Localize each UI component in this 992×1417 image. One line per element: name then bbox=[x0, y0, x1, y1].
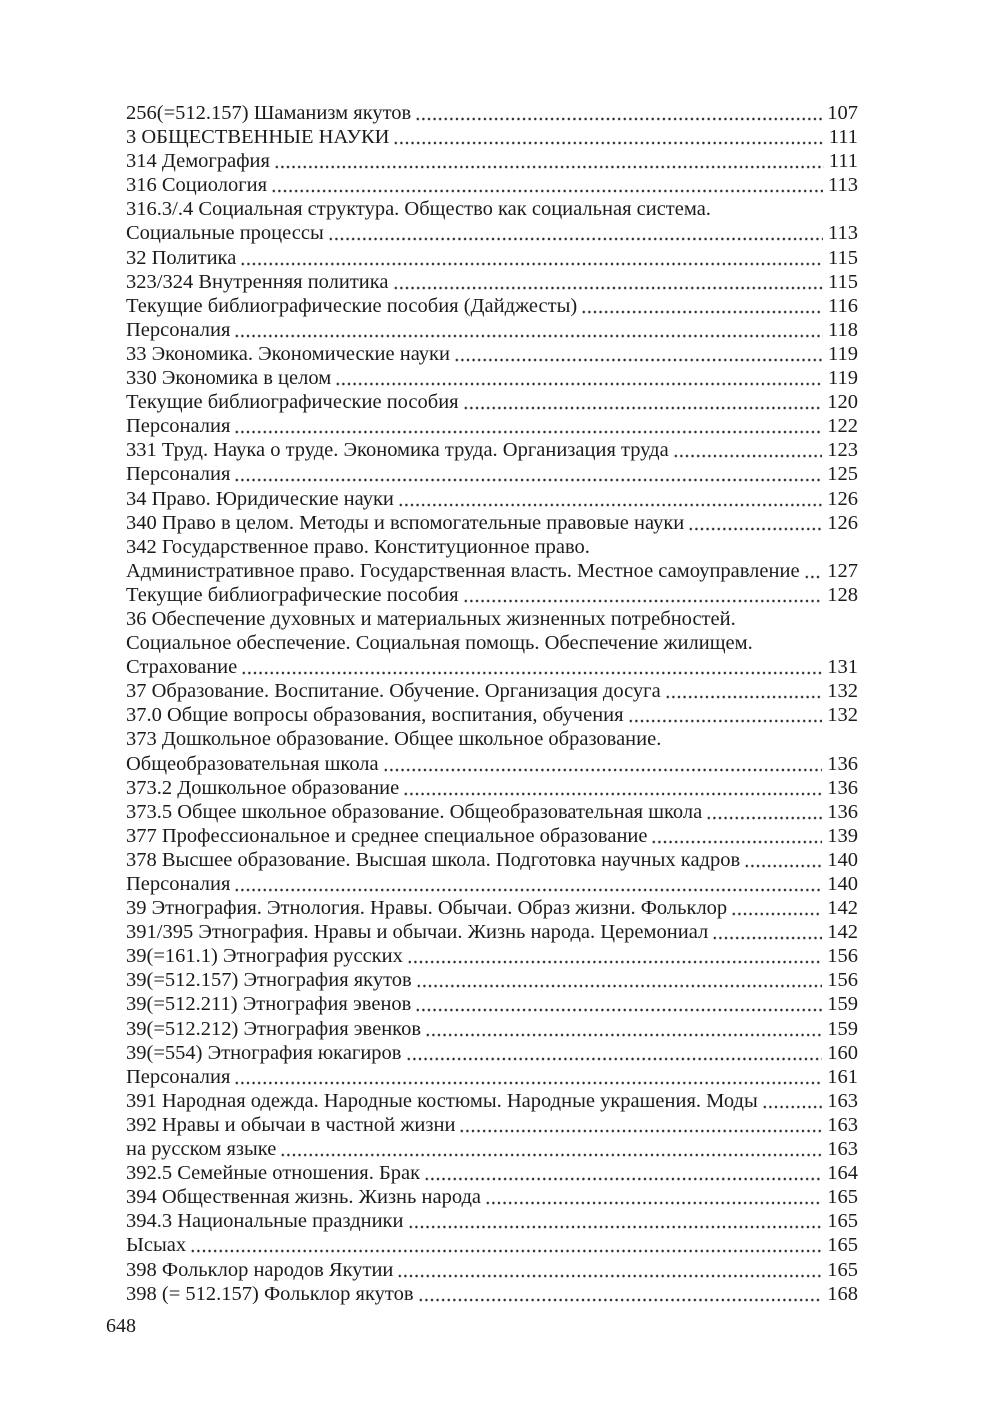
toc-entry bbox=[126, 800, 858, 824]
dot-leader bbox=[454, 342, 823, 366]
toc-entry bbox=[126, 1017, 858, 1041]
toc-entry-page: 163 bbox=[827, 1089, 858, 1112]
toc-entry-page: 111 bbox=[828, 126, 858, 149]
toc-entry-page: 127 bbox=[827, 559, 858, 582]
toc-entry-page: 119 bbox=[828, 342, 858, 365]
dot-leader bbox=[581, 294, 823, 318]
toc-entry-title: 33 Экономика. Экономические науки bbox=[126, 342, 450, 365]
toc-entry-title: 394.3 Национальные праздники bbox=[126, 1210, 404, 1233]
toc-entry-page: 142 bbox=[827, 897, 858, 920]
dot-leader bbox=[407, 944, 822, 968]
toc-entry bbox=[126, 414, 858, 438]
toc-list bbox=[126, 101, 858, 1306]
toc-entry-title: 256(=512.157) Шаманизм якутов bbox=[126, 102, 412, 124]
toc-entry bbox=[126, 294, 858, 318]
toc-entry-title: 37.0 Общие вопросы образования, воспитания, обучения bbox=[126, 704, 624, 727]
dot-leader bbox=[762, 1089, 823, 1113]
toc-entry-title: Текущие библиографические пособия bbox=[126, 391, 459, 414]
toc-entry-title: Персоналия bbox=[126, 415, 231, 438]
toc-entry-title: 323/324 Внутренняя политика bbox=[126, 270, 389, 293]
toc-entry bbox=[126, 125, 858, 149]
dot-leader bbox=[651, 824, 822, 848]
toc-entry bbox=[126, 246, 858, 270]
toc-entry-title: 39(=554) Этнография юкагиров bbox=[126, 1041, 402, 1064]
dot-leader bbox=[712, 920, 822, 944]
toc-entry-title: 36 Обеспечение духовных и материальных жизненных потребностей. bbox=[126, 607, 736, 630]
toc-entry-title: 39(=161.1) Этнография русских bbox=[126, 945, 403, 968]
toc-entry-title: Текущие библиографические пособия (Дайджесты) bbox=[126, 294, 578, 317]
toc-entry-title: Общеобразовательная школа bbox=[126, 752, 379, 775]
toc-entry bbox=[126, 535, 858, 559]
toc-entry bbox=[126, 149, 858, 173]
toc-entry-page: 140 bbox=[827, 848, 858, 871]
toc-entry bbox=[126, 944, 858, 968]
toc-entry-title: 316 Социология bbox=[126, 174, 268, 197]
toc-entry-page: 136 bbox=[827, 752, 858, 775]
toc-entry-page: 159 bbox=[827, 993, 858, 1016]
toc-entry-page: 139 bbox=[827, 824, 858, 847]
toc-entry-page: 136 bbox=[827, 776, 858, 799]
toc-entry bbox=[126, 848, 858, 872]
toc-entry bbox=[126, 583, 858, 607]
dot-leader bbox=[234, 872, 822, 896]
toc-entry bbox=[126, 487, 858, 511]
footer-page-number: 648 bbox=[106, 1315, 136, 1337]
dot-leader bbox=[416, 968, 823, 992]
dot-leader bbox=[424, 1161, 822, 1185]
dot-leader bbox=[744, 848, 822, 872]
toc-entry-title: на русском языке bbox=[126, 1138, 277, 1161]
dot-leader bbox=[463, 583, 823, 607]
toc-entry-title: 398 Фольклор народов Якутии bbox=[126, 1258, 394, 1281]
toc-entry-title: Социальное обеспечение. Социальная помощь. Обеспечение жилищем. bbox=[126, 632, 753, 655]
toc-entry-title: 340 Право в целом. Методы и вспомогательные правовые науки bbox=[126, 511, 685, 534]
toc-entry-title: 314 Демография bbox=[126, 150, 270, 173]
toc-entry-title: Персоналия bbox=[126, 873, 231, 895]
toc-entry bbox=[126, 318, 858, 342]
toc-entry-page: 142 bbox=[827, 921, 858, 944]
toc-entry bbox=[126, 607, 858, 631]
toc-entry-title: 3 ОБЩЕСТВЕННЫЕ НАУКИ bbox=[126, 126, 390, 149]
toc-entry bbox=[126, 1161, 858, 1185]
toc-entry bbox=[126, 390, 858, 414]
toc-entry bbox=[126, 101, 858, 125]
toc-entry-title: 39(=512.157) Этнография якутов bbox=[126, 969, 412, 992]
toc-entry-page: 163 bbox=[827, 1138, 858, 1161]
toc-entry-page: 156 bbox=[827, 969, 858, 992]
dot-leader bbox=[335, 366, 823, 390]
toc-entry-page: 115 bbox=[828, 270, 858, 293]
dot-leader bbox=[190, 1233, 822, 1257]
toc-entry bbox=[126, 1065, 858, 1089]
toc-entry bbox=[126, 1113, 858, 1137]
toc-entry-page: 128 bbox=[827, 583, 858, 606]
dot-leader bbox=[280, 1137, 822, 1161]
toc-entry-title: 373.2 Дошкольное образование bbox=[126, 776, 400, 799]
toc-entry-title: 391/395 Этнография. Нравы и обычаи. Жизнь народа. Церемониал bbox=[126, 921, 709, 944]
toc-entry-title: 39(=512.212) Этнография эвенков bbox=[126, 1017, 422, 1040]
toc-entry bbox=[126, 1233, 858, 1257]
toc-entry-title: Персоналия bbox=[126, 1065, 231, 1088]
toc-entry-page: 165 bbox=[827, 1258, 858, 1281]
toc-entry bbox=[126, 511, 858, 535]
toc-entry-page: 164 bbox=[827, 1162, 858, 1185]
toc-entry-title: 378 Высшее образование. Высшая школа. Подготовка научных кадров bbox=[126, 848, 741, 871]
toc-entry bbox=[126, 462, 858, 486]
toc-entry-title: 373 Дошкольное образование. Общее школьное образование. bbox=[126, 728, 662, 751]
toc-entry bbox=[126, 1282, 858, 1306]
dot-leader bbox=[665, 679, 823, 703]
toc-entry-page: 165 bbox=[827, 1186, 858, 1209]
toc-entry bbox=[126, 703, 858, 727]
toc-entry-title: 398 (= 512.157) Фольклор якутов bbox=[126, 1282, 414, 1305]
dot-leader bbox=[240, 246, 823, 270]
dot-leader bbox=[398, 487, 822, 511]
toc-entry-page: 119 bbox=[828, 367, 858, 390]
dot-leader bbox=[628, 703, 823, 727]
toc-entry bbox=[126, 776, 858, 800]
toc-entry bbox=[126, 559, 858, 583]
toc-entry-title: 377 Профессиональное и среднее специальное образование bbox=[126, 824, 648, 847]
toc-entry-page: 140 bbox=[827, 873, 858, 895]
toc-entry-title: Административное право. Государственная власть. Местное самоуправление bbox=[126, 559, 800, 582]
toc-entry-page: 159 bbox=[827, 1017, 858, 1040]
toc-entry bbox=[126, 1089, 858, 1113]
dot-leader bbox=[328, 221, 823, 245]
toc-entry-title: Ысыах bbox=[126, 1234, 187, 1257]
toc-entry-page: 107 bbox=[827, 102, 858, 124]
toc-entry-page: 122 bbox=[827, 415, 858, 438]
toc-entry-page: 126 bbox=[827, 487, 858, 510]
toc-entry bbox=[126, 342, 858, 366]
toc-entry bbox=[126, 631, 858, 655]
toc-entry-title: 316.3/.4 Социальная структура. Общество как социальная система. bbox=[126, 198, 711, 221]
dot-leader bbox=[731, 896, 822, 920]
dot-leader bbox=[274, 149, 824, 173]
toc-entry bbox=[126, 920, 858, 944]
dot-leader bbox=[408, 1209, 823, 1233]
dot-leader bbox=[234, 462, 822, 486]
toc-entry bbox=[126, 896, 858, 920]
toc-entry-title: 39 Этнография. Этнология. Нравы. Обычаи. Образ жизни. Фольклор bbox=[126, 897, 728, 920]
toc-entry bbox=[126, 173, 858, 197]
toc-entry bbox=[126, 366, 858, 390]
toc-entry bbox=[126, 1258, 858, 1282]
toc-entry-title: 391 Народная одежда. Народные костюмы. Народные украшения. Моды bbox=[126, 1089, 758, 1112]
dot-leader bbox=[383, 752, 823, 776]
toc-entry bbox=[126, 1185, 858, 1209]
dot-leader bbox=[393, 125, 823, 149]
dot-leader bbox=[485, 1185, 822, 1209]
toc-entry-title: 392 Нравы и обычаи в частной жизни bbox=[126, 1113, 456, 1136]
dot-leader bbox=[393, 270, 823, 294]
dot-leader bbox=[241, 655, 822, 679]
toc-entry-page: 126 bbox=[827, 511, 858, 534]
toc-entry-page: 156 bbox=[827, 945, 858, 968]
toc-entry-title: Персоналия bbox=[126, 318, 231, 341]
dot-leader bbox=[706, 800, 822, 824]
toc-entry-title: Социальные процессы bbox=[126, 222, 324, 245]
dot-leader bbox=[418, 1282, 823, 1306]
dot-leader bbox=[403, 776, 822, 800]
toc-entry bbox=[126, 824, 858, 848]
toc-entry-title: 34 Право. Юридические науки bbox=[126, 487, 394, 510]
toc-entry-page: 160 bbox=[827, 1041, 858, 1064]
toc-entry-page: 123 bbox=[827, 439, 858, 462]
toc-entry-title: 32 Политика bbox=[126, 246, 237, 269]
toc-entry bbox=[126, 197, 858, 221]
dot-leader bbox=[406, 1041, 823, 1065]
toc-entry-page: 125 bbox=[827, 463, 858, 486]
toc-entry-page: 136 bbox=[827, 800, 858, 823]
toc-entry-page: 165 bbox=[827, 1210, 858, 1233]
toc-entry-page: 163 bbox=[827, 1113, 858, 1136]
toc-entry-title: Текущие библиографические пособия bbox=[126, 583, 459, 606]
toc-entry bbox=[126, 752, 858, 776]
toc-entry-page: 113 bbox=[828, 174, 858, 197]
dot-leader bbox=[463, 390, 823, 414]
dot-leader bbox=[415, 992, 822, 1016]
toc-entry-title: 373.5 Общее школьное образование. Общеобразовательная школа bbox=[126, 800, 703, 823]
toc-entry-page: 161 bbox=[827, 1065, 858, 1088]
toc-entry bbox=[126, 270, 858, 294]
toc-entry-page: 120 bbox=[827, 391, 858, 414]
toc-entry-title: 37 Образование. Воспитание. Обучение. Организация досуга bbox=[126, 680, 661, 703]
toc-entry-page: 132 bbox=[827, 680, 858, 703]
dot-leader bbox=[688, 511, 822, 535]
toc-entry bbox=[126, 679, 858, 703]
toc-entry bbox=[126, 968, 858, 992]
toc-entry bbox=[126, 1209, 858, 1233]
toc-entry-page: 113 bbox=[828, 222, 858, 245]
dot-leader bbox=[415, 101, 822, 125]
toc-entry-title: 330 Экономика в целом bbox=[126, 367, 332, 390]
toc-entry-page: 131 bbox=[827, 656, 858, 679]
toc-entry-title: 392.5 Семейные отношения. Брак bbox=[126, 1162, 421, 1185]
toc-entry bbox=[126, 655, 858, 679]
dot-leader bbox=[234, 318, 823, 342]
dot-leader bbox=[425, 1017, 822, 1041]
toc-entry-title: 394 Общественная жизнь. Жизнь народа bbox=[126, 1186, 482, 1209]
toc-entry-title: 342 Государственное право. Конституционное право. bbox=[126, 535, 590, 558]
toc-entry bbox=[126, 1041, 858, 1065]
toc-entry-title: 39(=512.211) Этнография эвенов bbox=[126, 993, 412, 1016]
toc-entry bbox=[126, 221, 858, 245]
dot-leader bbox=[234, 1065, 822, 1089]
toc-entry bbox=[126, 872, 858, 896]
dot-leader bbox=[271, 173, 823, 197]
toc-entry bbox=[126, 438, 858, 462]
toc-entry-title: Страхование bbox=[126, 656, 238, 679]
dot-leader bbox=[673, 438, 823, 462]
toc-entry-title: 331 Труд. Наука о труде. Экономика труда. Организация труда bbox=[126, 439, 669, 462]
toc-entry bbox=[126, 1137, 858, 1161]
toc-entry-page: 111 bbox=[828, 150, 858, 173]
toc-entry-page: 165 bbox=[827, 1234, 858, 1257]
dot-leader bbox=[804, 559, 823, 583]
toc-entry bbox=[126, 727, 858, 751]
toc-entry-title: Персоналия bbox=[126, 463, 231, 486]
toc-entry-page: 168 bbox=[827, 1282, 858, 1305]
toc-entry-page: 132 bbox=[827, 704, 858, 727]
toc-entry-page: 115 bbox=[828, 246, 858, 269]
dot-leader bbox=[459, 1113, 822, 1137]
dot-leader bbox=[234, 414, 822, 438]
toc-entry bbox=[126, 992, 858, 1016]
toc-entry-page: 116 bbox=[828, 294, 858, 317]
dot-leader bbox=[397, 1258, 822, 1282]
toc-entry-page: 118 bbox=[828, 318, 858, 341]
